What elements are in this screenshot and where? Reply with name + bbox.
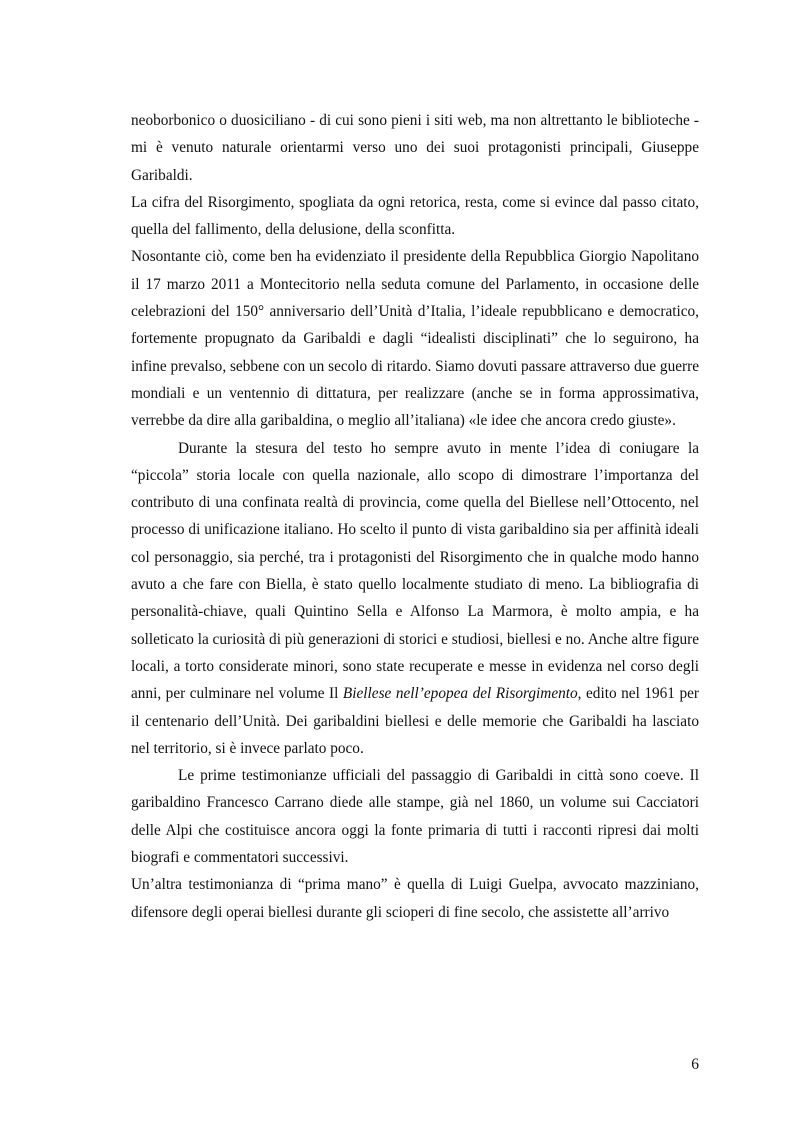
body-text — [131, 107, 699, 926]
paragraph-6: Un’altra testimonianza di “prima mano” è quella di Luigi Guelpa, avvocato mazziniano, difensore degli operai biellesi durante gli scioperi di fine secolo, che assistette all’arrivo — [131, 876, 699, 921]
page-number: 6 — [691, 1056, 699, 1073]
paragraph-3: Nosontante ciò, come ben ha evidenziato il presidente della Repubblica Giorgio Napolitano il 17 marzo 2011 a Montecitorio nella seduta comune del Parlamento, in occasione delle celebrazioni del 150° anniversario dell’Unità d’Italia, l’ideale repubblicano e democratico, fortemente propugnato da Garibaldi e dagli “idealisti disciplinati” che lo seguirono, ha infine prevalso, sebbene con un secolo di ritardo. Siamo dovuti passare attraverso due guerre mondiali e un ventennio di dittatura, per realizzare (anche se in forma approssimativa, verrebbe da dire alla garibaldina, o meglio all’italiana) «le idee che ancora credo giuste». — [131, 248, 699, 430]
book-title: Biellese nell’epopea del Risorgimento — [342, 685, 578, 703]
paragraph-1: neoborbonico o duosiciliano - di cui sono pieni i siti web, ma non altrettanto le biblioteche - mi è venuto naturale orientarmi verso uno dei suoi protagonisti principali, Giuseppe Garibaldi. — [131, 112, 699, 184]
paragraph-4-text-after: , edito nel 1961 per il centenario dell’Unità. Dei garibaldini biellesi e delle memorie che Garibaldi ha lasciato nel territorio, si è invece parlato poco. — [131, 685, 699, 757]
paragraph-4-text-before: Durante la stesura del testo ho sempre avuto in mente l’idea di coniugare la “piccola” storia locale con quella nazionale, allo scopo di dimostrare l’importanza del contributo di una confinata realtà di provincia, come quella del Biellese nell’Ottocento, nel processo di unificazione italiano. Ho scelto il punto di vista garibaldino sia per affinità ideali col personaggio, sia perché, tra i protagonisti del Risorgimento che in qualche modo hanno avuto a che fare con Biella, è stato quello localmente studiato di meno. La bibliografia di personalità-chiave, quali Quintino Sella e Alfonso La Marmora, è molto ampia, e ha solleticato la curiosità di più generazioni di storici e studiosi, biellesi e no. Anche altre figure locali, a torto considerate minori, sono state recuperate e messe in evidenza nel corso degli anni, per culminare nel volume Il — [131, 439, 699, 703]
paragraph-2: La cifra del Risorgimento, spogliata da ogni retorica, resta, come si evince dal passo citato, quella del fallimento, della delusione, della sconfitta. — [131, 193, 699, 239]
paragraph-4 — [131, 435, 699, 763]
paragraph-5: Le prime testimonianze ufficiali del passaggio di Garibaldi in città sono coeve. Il garibaldino Francesco Carrano diede alle stampe, già nel 1860, un volume sui Cacciatori delle Alpi che costituisce ancora oggi la fonte primaria di tutti i racconti ripresi dai molti biografi e commentatori successivi. — [131, 767, 699, 867]
